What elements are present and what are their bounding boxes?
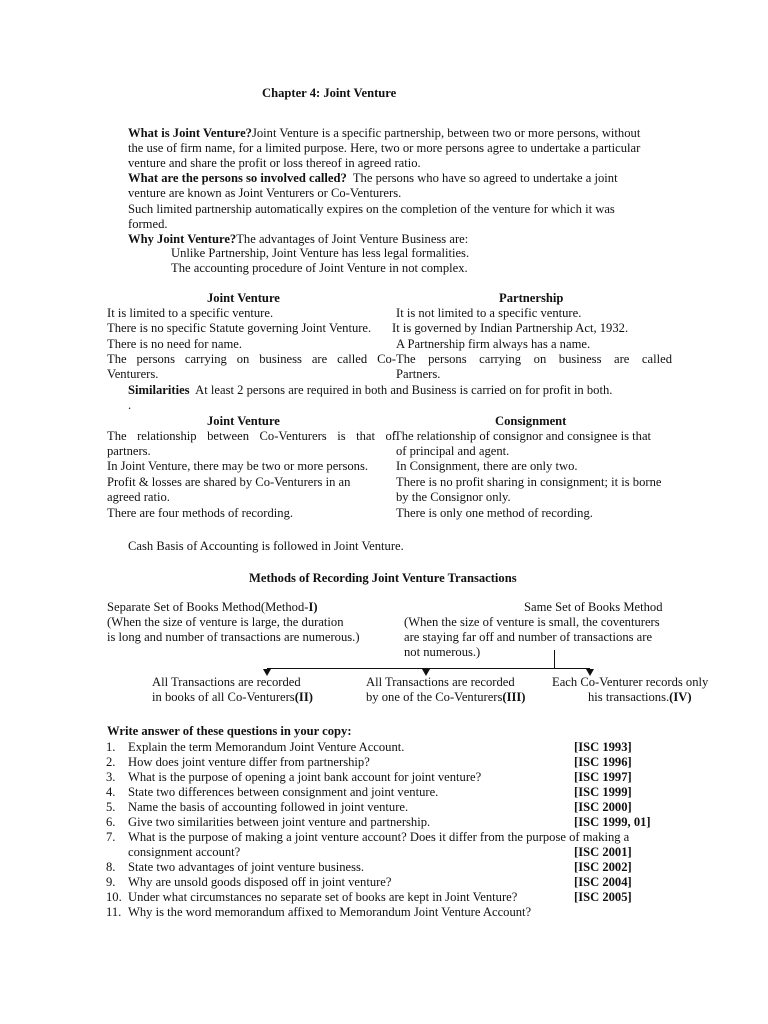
advantage-1: Unlike Partnership, Joint Venture has less legal formalities. <box>171 246 470 260</box>
question-7-ref: [ISC 2001] <box>574 845 632 859</box>
cmp2-left-4: There are four methods of recording. <box>107 506 294 520</box>
method-3-line2: by one of the Co-Venturers(III) <box>366 690 526 704</box>
cmp2-left-1a: The relationship between Co-Venturers is that of <box>107 429 396 443</box>
methods-heading: Methods of Recording Joint Venture Transactions <box>249 571 517 585</box>
question-10: 10. Under what circumstances no separate set of books are kept in Joint Venture? <box>106 890 518 904</box>
question-7: 7. What is the purpose of making a joint venture account? Does it differ from the purpose of making a <box>106 830 630 844</box>
similarities-line: Similarities At least 2 persons are required in both and Business is carried on for profit in both. <box>128 383 613 397</box>
cmp2-right-3a: There is no profit sharing in consignment; it is borne <box>396 475 662 489</box>
cmp1-left-2: There is no specific Statute governing Joint Venture. <box>107 321 372 335</box>
cmp1-right-2: It is governed by Indian Partnership Act, 1932. <box>392 321 629 335</box>
what-is-line1: What is Joint Venture?Joint Venture is a specific partnership, between two or more persons, without <box>128 126 641 140</box>
cmp1-right-3: A Partnership firm always has a name. <box>396 337 591 351</box>
cmp2-left-2: In Joint Venture, there may be two or more persons. <box>107 459 369 473</box>
question-10-ref: [ISC 2005] <box>574 890 632 904</box>
what-is-label: What is Joint Venture? <box>128 126 252 140</box>
cash-basis-note: Cash Basis of Accounting is followed in Joint Venture. <box>128 539 404 553</box>
advantage-2: The accounting procedure of Joint Venture in not complex. <box>171 261 468 275</box>
cmp2-right-4: There is only one method of recording. <box>396 506 593 520</box>
similarities-label: Similarities <box>128 383 190 397</box>
cmp2-left-3a: Profit & losses are shared by Co-Venturers in an <box>107 475 351 489</box>
question-9: 9. Why are unsold goods disposed off in joint venture? <box>106 875 392 889</box>
question-1-ref: [ISC 1993] <box>574 740 632 754</box>
expire-line2: formed. <box>128 217 168 231</box>
connector-vertical <box>554 650 555 668</box>
question-6-ref: [ISC 1999, 01] <box>574 815 651 829</box>
question-3-ref: [ISC 1997] <box>574 770 632 784</box>
cmp2-right-2: In Consignment, there are only two. <box>396 459 578 473</box>
cmp2-left-1b: partners. <box>107 444 151 458</box>
method-2-line2: in books of all Co-Venturers(II) <box>152 690 313 704</box>
cmp2-left-3b: agreed ratio. <box>107 490 170 504</box>
cmp1-left-4a: The persons carrying on business are called Co- <box>107 352 396 366</box>
question-2-ref: [ISC 1996] <box>574 755 632 769</box>
question-8-ref: [ISC 2002] <box>574 860 632 874</box>
jv-heading-2: Joint Venture <box>207 414 280 428</box>
question-4: 4. State two differences between consignment and joint venture. <box>106 785 439 799</box>
same-books-title: Same Set of Books Method <box>524 600 663 614</box>
separate-books-title: Separate Set of Books Method(Method-I) <box>107 600 318 614</box>
same-books-desc2: are staying far off and number of transactions are <box>404 630 653 644</box>
persons-line1: What are the persons so involved called? The persons who have so agreed to undertake a joint <box>128 171 618 185</box>
cmp2-right-1a: The relationship of consignor and consignee is that <box>394 429 652 443</box>
question-9-ref: [ISC 2004] <box>574 875 632 889</box>
cmp1-left-1: It is limited to a specific venture. <box>107 306 274 320</box>
method-3-line1: All Transactions are recorded <box>366 675 515 689</box>
question-4-ref: [ISC 1999] <box>574 785 632 799</box>
cmp1-left-4b: Venturers. <box>107 367 159 381</box>
separate-books-desc1: (When the size of venture is large, the duration <box>107 615 344 629</box>
question-5: 5. Name the basis of accounting followed in joint venture. <box>106 800 409 814</box>
why-label: Why Joint Venture? <box>128 232 237 246</box>
separate-books-desc2: is long and number of transactions are numerous.) <box>107 630 360 644</box>
consignment-heading: Consignment <box>495 414 567 428</box>
question-2: 2. How does joint venture differ from partnership? <box>106 755 370 769</box>
cmp1-left-3: There is no need for name. <box>107 337 242 351</box>
same-books-desc3: not numerous.) <box>404 645 481 659</box>
partnership-heading: Partnership <box>499 291 564 305</box>
cmp1-right-1: It is not limited to a specific venture. <box>396 306 582 320</box>
what-is-line3: venture and share the profit or loss thereof in agreed ratio. <box>128 156 421 170</box>
persons-label: What are the persons so involved called? <box>128 171 347 185</box>
why-line: Why Joint Venture?The advantages of Joint Venture Business are: <box>128 232 469 246</box>
cmp1-right-4b: Partners. <box>396 367 441 381</box>
question-1: 1. Explain the term Memorandum Joint Venture Account. <box>106 740 405 754</box>
jv-heading-1: Joint Venture <box>207 291 280 305</box>
question-5-ref: [ISC 2000] <box>574 800 632 814</box>
question-7-cont: consignment account? <box>128 845 241 859</box>
page-title: Chapter 4: Joint Venture <box>262 86 397 100</box>
persons-line2: venture are known as Joint Venturers or Co-Venturers. <box>128 186 402 200</box>
similarities-dot: . <box>128 398 132 412</box>
same-books-desc1: (When the size of venture is small, the coventurers <box>404 615 660 629</box>
question-11: 11. Why is the word memorandum affixed to Memorandum Joint Venture Account? <box>106 905 532 919</box>
cmp2-right-1b: of principal and agent. <box>396 444 510 458</box>
method-4-line1: Each Co-Venturer records only <box>552 675 709 689</box>
questions-heading: Write answer of these questions in your copy: <box>107 724 352 738</box>
method-2-line1: All Transactions are recorded <box>152 675 301 689</box>
cmp1-right-4a: The persons carrying on business are called <box>396 352 672 366</box>
question-3: 3. What is the purpose of opening a joint bank account for joint venture? <box>106 770 482 784</box>
cmp2-right-3b: by the Consignor only. <box>396 490 511 504</box>
expire-line1: Such limited partnership automatically expires on the completion of the venture for which it was <box>128 202 615 216</box>
method-4-line2: his transactions.(IV) <box>588 690 692 704</box>
question-6: 6. Give two similarities between joint venture and partnership. <box>106 815 431 829</box>
what-is-line2: the use of firm name, for a limited purpose. Here, two or more persons agree to undertake a particular <box>128 141 641 155</box>
question-8: 8. State two advantages of joint venture business. <box>106 860 365 874</box>
